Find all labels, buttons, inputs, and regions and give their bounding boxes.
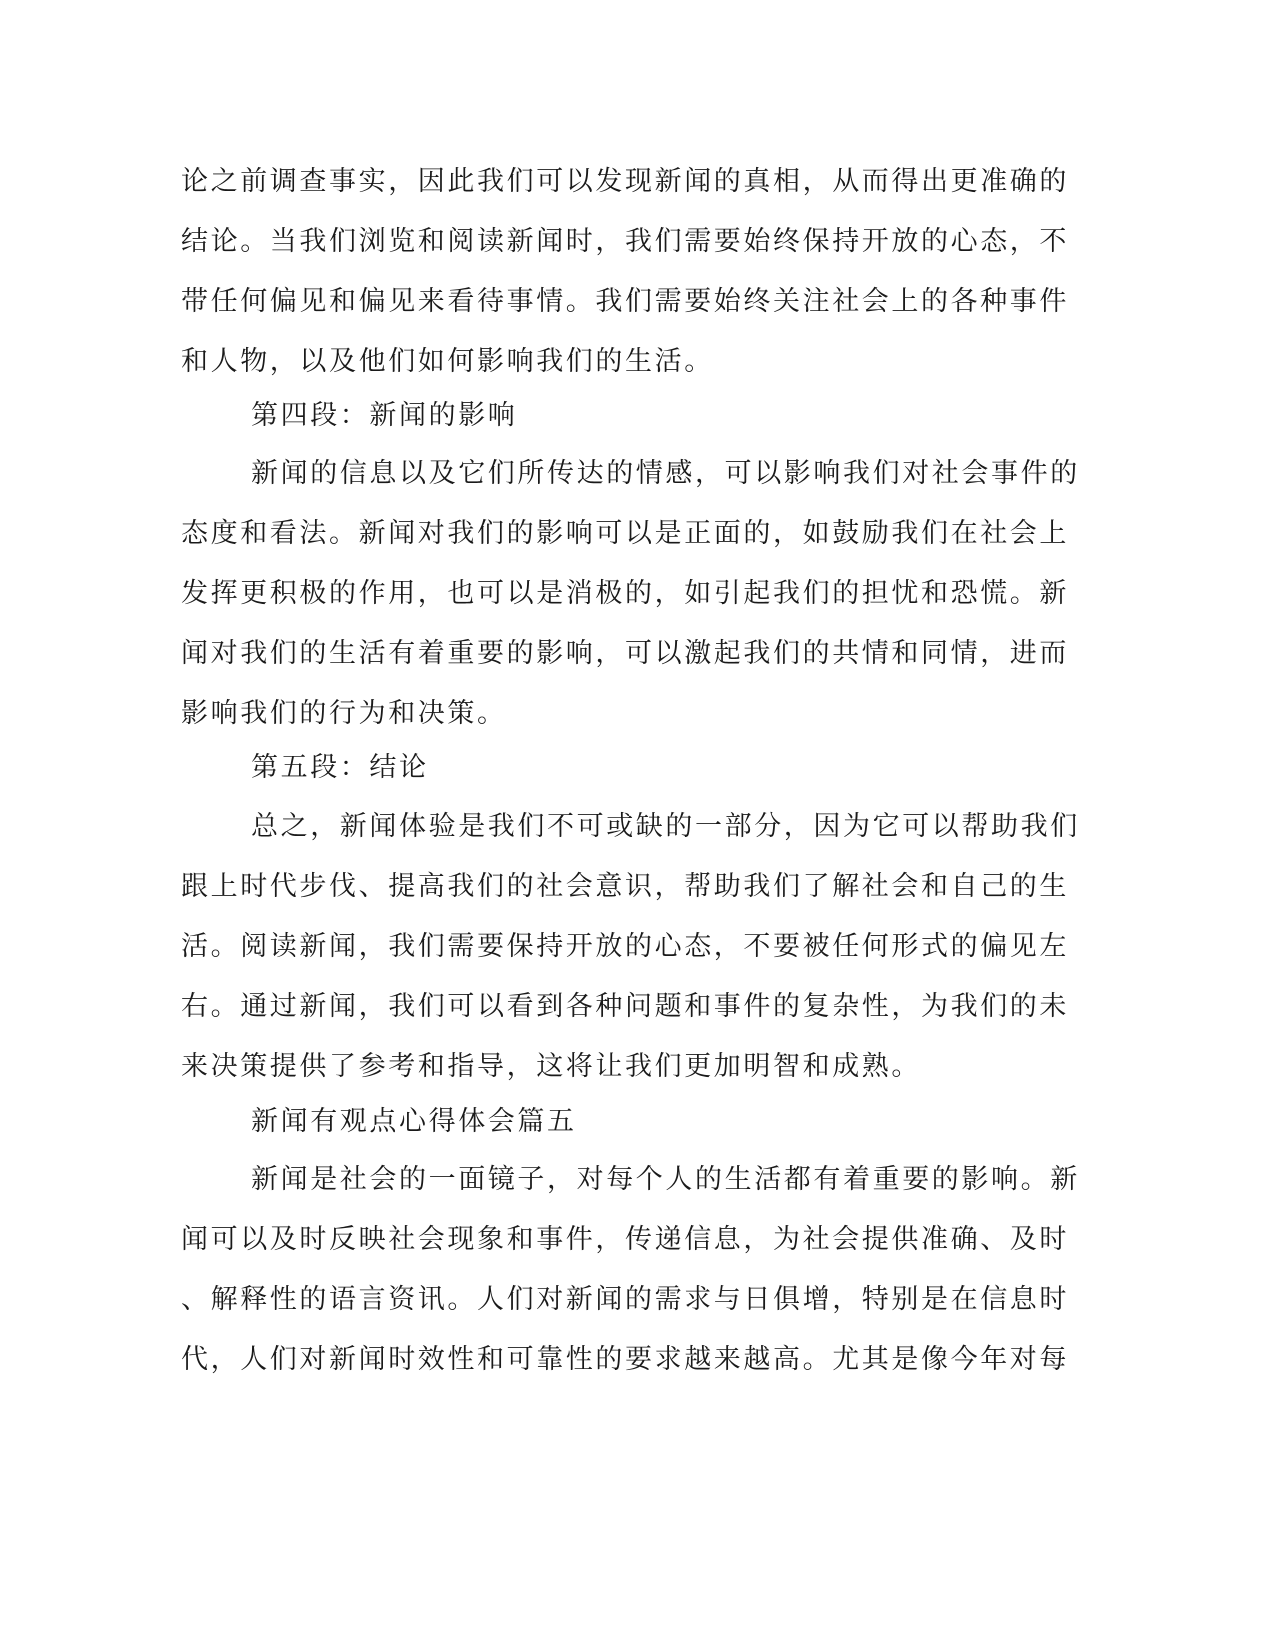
heading-text: 第五段：结论 bbox=[251, 752, 429, 783]
paragraph-line: 和人物，以及他们如何影响我们的生活。 bbox=[181, 346, 714, 377]
section-heading-5 bbox=[251, 738, 429, 798]
paragraph-line: 、解释性的语言资讯。人们对新闻的需求与日俱增，特别是在信息时 bbox=[181, 1284, 1069, 1315]
paragraph-line: 活。阅读新闻，我们需要保持开放的心态，不要被任何形式的偏见左 bbox=[181, 931, 1069, 962]
paragraph-line: 影响我们的行为和决策。 bbox=[181, 698, 507, 729]
paragraph-line: 新闻的信息以及它们所传达的情感，可以影响我们对社会事件的 bbox=[251, 458, 1080, 489]
paragraph-line: 代，人们对新闻时效性和可靠性的要求越来越高。尤其是像今年对每 bbox=[181, 1344, 1069, 1375]
paragraph-conclusion bbox=[181, 797, 1080, 1097]
paragraph-line: 论之前调查事实，因此我们可以发现新闻的真相，从而得出更准确的 bbox=[181, 166, 1069, 197]
paragraph-line: 新闻是社会的一面镜子，对每个人的生活都有着重要的影响。新 bbox=[251, 1164, 1080, 1195]
paragraph-continuation bbox=[181, 152, 1069, 392]
paragraph-line: 态度和看法。新闻对我们的影响可以是正面的，如鼓励我们在社会上 bbox=[181, 518, 1069, 549]
paragraph-line: 带任何偏见和偏见来看待事情。我们需要始终关注社会上的各种事件 bbox=[181, 286, 1069, 317]
paragraph-line: 跟上时代步伐、提高我们的社会意识，帮助我们了解社会和自己的生 bbox=[181, 871, 1069, 902]
article-heading bbox=[251, 1092, 577, 1152]
paragraph-line: 结论。当我们浏览和阅读新闻时，我们需要始终保持开放的心态，不 bbox=[181, 226, 1069, 257]
section-heading-4 bbox=[251, 386, 517, 446]
paragraph-news-mirror bbox=[181, 1150, 1080, 1390]
paragraph-line: 总之，新闻体验是我们不可或缺的一部分，因为它可以帮助我们 bbox=[251, 811, 1080, 842]
paragraph-line: 闻可以及时反映社会现象和事件，传递信息，为社会提供准确、及时 bbox=[181, 1224, 1069, 1255]
heading-text: 第四段：新闻的影响 bbox=[251, 400, 518, 431]
heading-text: 新闻有观点心得体会篇五 bbox=[251, 1106, 577, 1137]
paragraph-line: 发挥更积极的作用，也可以是消极的，如引起我们的担忧和恐慌。新 bbox=[181, 578, 1069, 609]
paragraph-line: 右。通过新闻，我们可以看到各种问题和事件的复杂性，为我们的未 bbox=[181, 991, 1069, 1022]
paragraph-line: 来决策提供了参考和指导，这将让我们更加明智和成熟。 bbox=[181, 1051, 921, 1082]
paragraph-influence bbox=[181, 444, 1080, 744]
paragraph-line: 闻对我们的生活有着重要的影响，可以激起我们的共情和同情，进而 bbox=[181, 638, 1069, 669]
